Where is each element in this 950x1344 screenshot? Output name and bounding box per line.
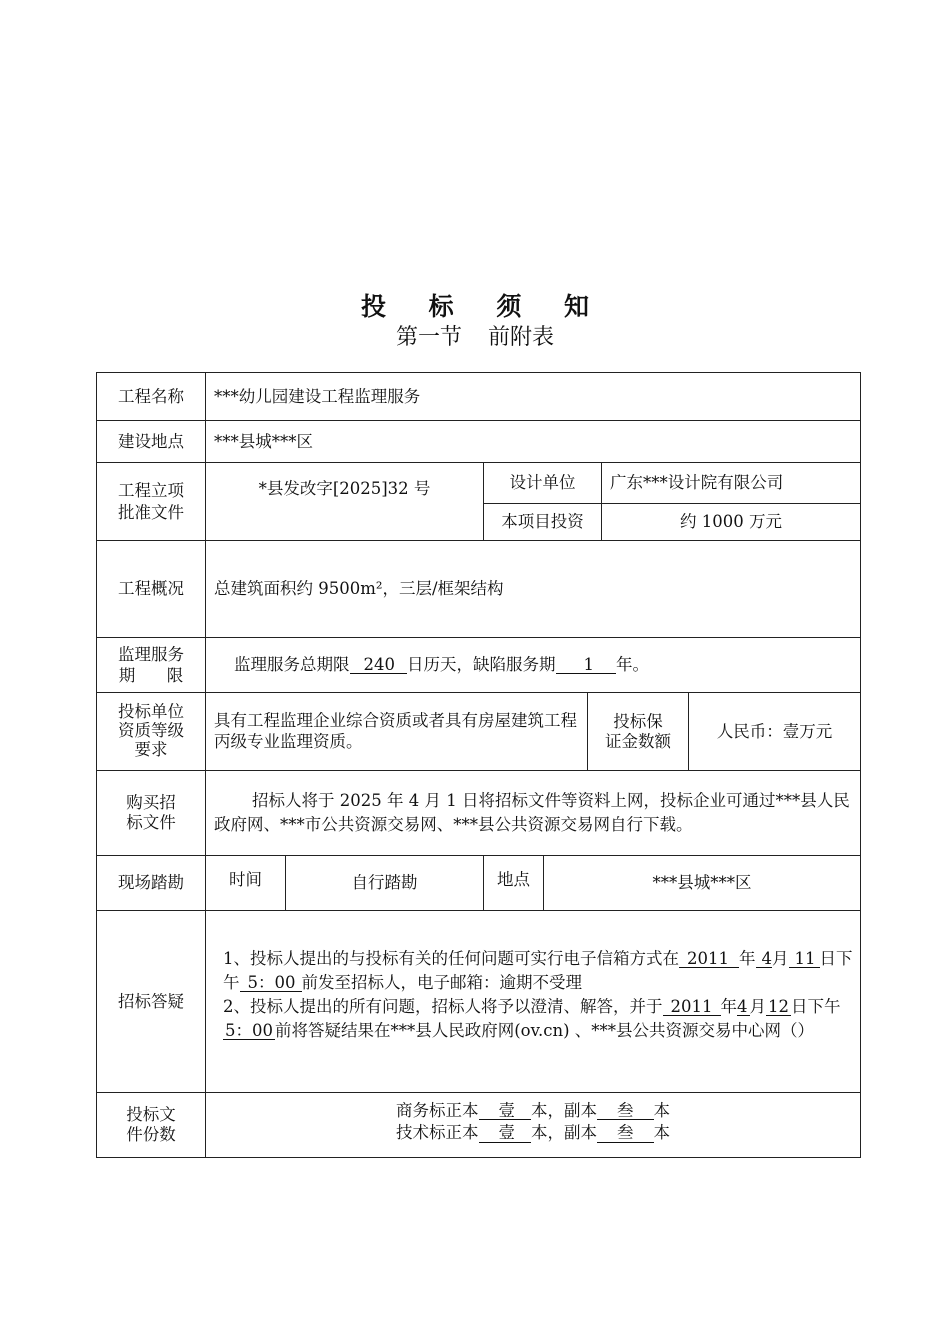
qa-year: 2011: [679, 950, 739, 968]
qa-time: 5：00: [240, 974, 302, 992]
qa-text: 2、投标人提出的所有问题，招标人将予以澄清、解答，并于: [223, 997, 663, 1016]
project-name-label: 工程名称: [118, 386, 184, 406]
overview-value: 总建筑面积约 9500m²，三层/框架结构: [214, 579, 504, 599]
qa-paragraph-2: [213, 995, 855, 1043]
section-number: 第一节: [395, 325, 462, 350]
copies-value: [206, 1100, 860, 1145]
bond-label-line2: 证金数额: [605, 731, 671, 751]
period-text: 监理服务总期限: [234, 655, 350, 675]
business-copies: 叁: [597, 1102, 654, 1120]
qa-day: 11: [789, 950, 820, 968]
qa-text: 月: [772, 949, 789, 968]
business-originals: 壹: [479, 1102, 532, 1120]
qa-month: 4: [737, 997, 748, 1016]
design-unit-label: 设计单位: [509, 473, 576, 493]
copies-label: [97, 1093, 205, 1157]
qa-text: 1、投标人提出的与投标有关的任何问题可实行电子信箱方式在: [223, 949, 679, 968]
period-value: [234, 638, 854, 692]
qa-text: 前将答疑结果在***县人民政府网(ov.cn) 、***县公共资源交易中心网（）: [275, 1020, 815, 1040]
purchase-label: [97, 771, 205, 855]
period-text: 日历天，缺陷服务期: [407, 655, 556, 675]
section-name: 前附表: [488, 325, 555, 350]
copies-text: 本: [653, 1123, 670, 1143]
copies-label-line2: 件份数: [126, 1125, 176, 1144]
qa-time: 5：00: [225, 1020, 273, 1040]
survey-label: 现场踏勘: [118, 873, 184, 893]
copies-label-line1: 投标文: [126, 1105, 176, 1125]
purchase-value: 招标人将于 2025 年 4 月 1 日将招标文件等资料上网，投标企业可通过***县人民政府网、***市公共资源交易网、***县公共资源交易网自行下载。: [214, 791, 850, 834]
qualification-label: [97, 693, 205, 770]
row-divider: [96, 770, 861, 771]
copies-text: 商务标正本: [396, 1101, 479, 1120]
site-value: ***县城***区: [214, 431, 313, 451]
warranty-years: 1: [556, 656, 617, 674]
period-label-line1: 监理服务: [118, 644, 184, 664]
qa-label: 招标答疑: [118, 991, 184, 1011]
qa-text: 年: [720, 997, 737, 1016]
qualification-label-line2: 资质等级: [118, 721, 184, 741]
technical-originals: 壹: [479, 1124, 532, 1142]
qualification-value: 具有工程监理企业综合资质或者具有房屋建筑工程丙级专业监理资质。: [214, 710, 577, 751]
qa-text: 日下午: [223, 949, 853, 992]
site-label: 建设地点: [118, 431, 184, 451]
qa-paragraph-1: [213, 947, 855, 995]
approval-label-line2: 批准文件: [118, 502, 184, 522]
period-days: 240: [350, 656, 408, 674]
approval-label: [97, 463, 205, 540]
period-label: [97, 638, 205, 692]
row-divider: [96, 910, 861, 911]
technical-copies: 叁: [597, 1124, 654, 1142]
technical-bid-copies: [206, 1122, 860, 1144]
qa-day: 12: [768, 997, 789, 1016]
qa-text: 日下午: [791, 997, 841, 1016]
period-label-line2: 期 限: [118, 666, 184, 685]
qualification-label-line3: 要求: [134, 739, 168, 759]
bond-label: [588, 693, 688, 770]
qa-year: 2011: [663, 998, 721, 1016]
survey-place-label: 地点: [497, 870, 530, 889]
survey-time-value: 自行踏勘: [351, 873, 418, 893]
copies-text: 本: [653, 1101, 670, 1120]
bond-label-line1: 投标保: [613, 711, 663, 731]
table-border-bottom: [96, 1157, 861, 1158]
copies-text: 技术标正本: [396, 1123, 479, 1143]
investment-value: 约 1000 万元: [680, 512, 782, 532]
document-title: 投 标 须 知: [360, 292, 607, 321]
approval-document-value: *县发改字[2025]32 号: [258, 479, 431, 498]
survey-time-label: 时间: [229, 870, 262, 889]
project-name-value: ***幼儿园建设工程监理服务: [214, 386, 421, 406]
survey-place-value: ***县城***区: [652, 873, 752, 893]
business-bid-copies: [206, 1100, 860, 1122]
approval-label-line1: 工程立项: [118, 481, 184, 501]
qa-month: 4: [756, 950, 773, 968]
qa-text: 年: [739, 949, 756, 968]
purchase-label-line2: 标文件: [126, 813, 176, 832]
section-heading: [0, 320, 950, 351]
qa-text: 月: [749, 997, 766, 1016]
investment-label: 本项目投资: [501, 512, 584, 532]
bond-value: 人民币：壹万元: [716, 721, 833, 741]
overview-label: 工程概况: [118, 579, 184, 599]
design-unit-value: 广东***设计院有限公司: [610, 473, 784, 493]
copies-text: 本，副本: [531, 1101, 597, 1120]
qualification-label-line1: 投标单位: [118, 702, 184, 722]
purchase-label-line1: 购买招: [126, 793, 176, 813]
table-border-right: [860, 372, 861, 1158]
qa-text: 前发至招标人，电子邮箱：逾期不受理: [301, 972, 582, 992]
period-text: 年。: [616, 655, 649, 675]
row-divider: [96, 1092, 861, 1093]
copies-text: 本，副本: [531, 1123, 597, 1143]
